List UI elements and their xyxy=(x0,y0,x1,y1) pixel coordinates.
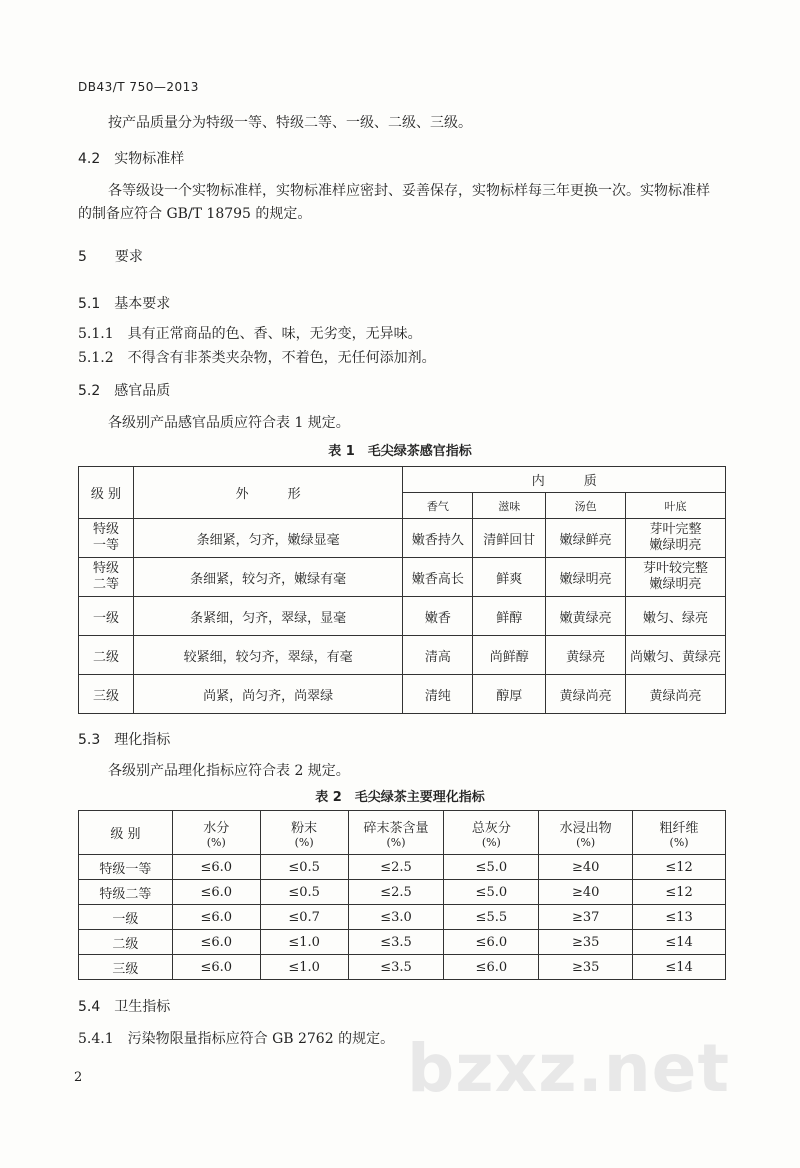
table-2-header-crude-fiber xyxy=(633,811,726,855)
table-cell: 二级 xyxy=(79,636,134,675)
table-cell: 嫩绿鲜亮 xyxy=(546,519,626,558)
table-cell: 一级 xyxy=(79,905,173,930)
header-unit: (%) xyxy=(294,835,314,849)
table-row xyxy=(79,636,726,675)
table-row xyxy=(79,519,726,558)
table-row xyxy=(79,675,726,714)
table-cell: ≤2.5 xyxy=(348,880,444,905)
table-cell: 芽叶完整 嫩绿明亮 xyxy=(626,519,726,558)
section-5-4-1-text: 5.4.1 污染物限量指标应符合 GB 2762 的规定。 xyxy=(78,1031,395,1047)
table-cell: 嫩绿明亮 xyxy=(546,558,626,597)
table-cell: ≤1.0 xyxy=(260,955,348,980)
document-code: DB43/T 750—2013 xyxy=(78,80,199,94)
table-1-header-liquor: 汤色 xyxy=(546,493,626,519)
table-2-header-moisture xyxy=(172,811,260,855)
table-cell: 嫩匀、绿亮 xyxy=(626,597,726,636)
header-label: 总灰分 xyxy=(471,820,511,836)
table-cell: 醇厚 xyxy=(473,675,546,714)
table-cell: 嫩香持久 xyxy=(403,519,473,558)
table-cell: 三级 xyxy=(79,675,134,714)
table-2-header-broken-tea xyxy=(348,811,444,855)
table-row xyxy=(79,930,726,955)
table-cell: ≤13 xyxy=(633,905,726,930)
section-5-3-heading: 5.3 理化指标 xyxy=(78,732,171,748)
table-cell: ≤0.5 xyxy=(260,880,348,905)
table-cell: ≥40 xyxy=(539,880,633,905)
section-5-heading: 5 要求 xyxy=(78,249,143,265)
table-cell: 嫩香高长 xyxy=(403,558,473,597)
table-row xyxy=(79,905,726,930)
table-1-header-appearance: 外 形 xyxy=(133,467,403,519)
table-row xyxy=(79,597,726,636)
section-5-1-1-text: 5.1.1 具有正常商品的色、香、味，无劣变，无异味。 xyxy=(78,326,422,342)
table-cell: 一级 xyxy=(79,597,134,636)
table-cell: 较紧细，较匀齐，翠绿，有毫 xyxy=(133,636,403,675)
section-5-2-text: 各级别产品感官品质应符合表 1 规定。 xyxy=(108,415,350,431)
sensory-table xyxy=(78,466,726,714)
site-watermark: bzxz.net xyxy=(406,1030,730,1107)
table-row xyxy=(79,880,726,905)
table-cell: 条细紧，较匀齐，嫩绿有毫 xyxy=(133,558,403,597)
header-unit: (%) xyxy=(669,835,689,849)
table-cell: 条紧细，匀齐，翠绿，显毫 xyxy=(133,597,403,636)
table-cell: 嫩黄绿亮 xyxy=(546,597,626,636)
table-cell: ≤6.0 xyxy=(172,855,260,880)
table-2-header-water-extract xyxy=(539,811,633,855)
table-cell: ≥40 xyxy=(539,855,633,880)
table-cell: ≤12 xyxy=(633,855,726,880)
table-cell: ≤2.5 xyxy=(348,855,444,880)
table-1-header-leaf: 叶底 xyxy=(626,493,726,519)
table-cell: ≤6.0 xyxy=(172,880,260,905)
table-1-header-grade: 级 别 xyxy=(79,467,134,519)
physicochemical-table xyxy=(78,810,726,980)
table-cell: 清高 xyxy=(403,636,473,675)
table-cell: ≤6.0 xyxy=(172,930,260,955)
table-row xyxy=(79,558,726,597)
table-2-header-row xyxy=(79,811,726,855)
section-5-3-text: 各级别产品理化指标应符合表 2 规定。 xyxy=(108,763,350,779)
table-row xyxy=(79,855,726,880)
table-cell: ≤14 xyxy=(633,955,726,980)
table-cell: 尚嫩匀、黄绿亮 xyxy=(626,636,726,675)
table-2-header-powder xyxy=(260,811,348,855)
table-cell: 黄绿尚亮 xyxy=(626,675,726,714)
table-cell: 三级 xyxy=(79,955,173,980)
table-cell: 嫩香 xyxy=(403,597,473,636)
header-label: 粉末 xyxy=(291,820,318,836)
table-cell: ≤5.5 xyxy=(444,905,539,930)
table-cell: 尚紧，尚匀齐，尚翠绿 xyxy=(133,675,403,714)
table-cell: 特级 二等 xyxy=(79,558,134,597)
table-cell: ≤3.5 xyxy=(348,955,444,980)
table-cell: 清纯 xyxy=(403,675,473,714)
table-cell: ≤0.5 xyxy=(260,855,348,880)
table-1-header-inner-quality: 内 质 xyxy=(403,467,726,493)
header-label: 水分 xyxy=(203,820,230,836)
table-cell: 特级一等 xyxy=(79,855,173,880)
table-2-caption: 表 2 毛尖绿茶主要理化指标 xyxy=(315,790,485,805)
table-cell: ≥37 xyxy=(539,905,633,930)
section-4-2-text-1: 各等级设一个实物标准样，实物标准样应密封、妥善保存，实物标样每三年更换一次。实物标准样 xyxy=(108,183,710,199)
table-cell: 鲜爽 xyxy=(473,558,546,597)
section-5-1-heading: 5.1 基本要求 xyxy=(78,296,171,312)
table-cell: ≤6.0 xyxy=(172,905,260,930)
header-label: 碎末茶含量 xyxy=(363,820,429,836)
table-cell: ≤6.0 xyxy=(444,930,539,955)
header-unit: (%) xyxy=(386,835,406,849)
table-cell: 尚鲜醇 xyxy=(473,636,546,675)
header-unit: (%) xyxy=(206,835,226,849)
section-5-1-2-text: 5.1.2 不得含有非茶类夹杂物，不着色，无任何添加剂。 xyxy=(78,350,436,366)
grade-division-text: 按产品质量分为特级一等、特级二等、一级、二级、三级。 xyxy=(108,115,472,131)
header-unit: (%) xyxy=(576,835,596,849)
table-cell: ≤6.0 xyxy=(444,955,539,980)
table-cell: 特级二等 xyxy=(79,880,173,905)
table-2-header-total-ash xyxy=(444,811,539,855)
table-cell: ≤14 xyxy=(633,930,726,955)
page-number: 2 xyxy=(74,1070,83,1085)
section-4-2-text-2: 的制备应符合 GB/T 18795 的规定。 xyxy=(78,206,312,222)
table-cell: ≤6.0 xyxy=(172,955,260,980)
table-1-caption: 表 1 毛尖绿茶感官指标 xyxy=(328,444,472,459)
table-1-header-aroma: 香气 xyxy=(403,493,473,519)
table-cell: ≤5.0 xyxy=(444,880,539,905)
table-cell: 二级 xyxy=(79,930,173,955)
table-cell: ≥35 xyxy=(539,955,633,980)
header-label: 水浸出物 xyxy=(559,820,612,836)
table-cell: 黄绿尚亮 xyxy=(546,675,626,714)
header-unit: (%) xyxy=(481,835,501,849)
table-2-header-grade: 级 别 xyxy=(79,811,173,855)
header-label: 粗纤维 xyxy=(659,820,699,836)
table-cell: ≤1.0 xyxy=(260,930,348,955)
section-4-2-heading: 4.2 实物标准样 xyxy=(78,151,185,167)
table-cell: 清鲜回甘 xyxy=(473,519,546,558)
table-cell: 特级 一等 xyxy=(79,519,134,558)
table-cell: ≤3.5 xyxy=(348,930,444,955)
table-cell: 鲜醇 xyxy=(473,597,546,636)
section-5-4-heading: 5.4 卫生指标 xyxy=(78,999,171,1015)
table-cell: 黄绿亮 xyxy=(546,636,626,675)
table-cell: 条细紧，匀齐，嫩绿显毫 xyxy=(133,519,403,558)
table-cell: 芽叶较完整 嫩绿明亮 xyxy=(626,558,726,597)
table-cell: ≤5.0 xyxy=(444,855,539,880)
section-5-2-heading: 5.2 感官品质 xyxy=(78,383,171,399)
table-1-header-taste: 滋味 xyxy=(473,493,546,519)
table-cell: ≤12 xyxy=(633,880,726,905)
table-cell: ≥35 xyxy=(539,930,633,955)
table-row xyxy=(79,955,726,980)
table-cell: ≤0.7 xyxy=(260,905,348,930)
table-cell: ≤3.0 xyxy=(348,905,444,930)
